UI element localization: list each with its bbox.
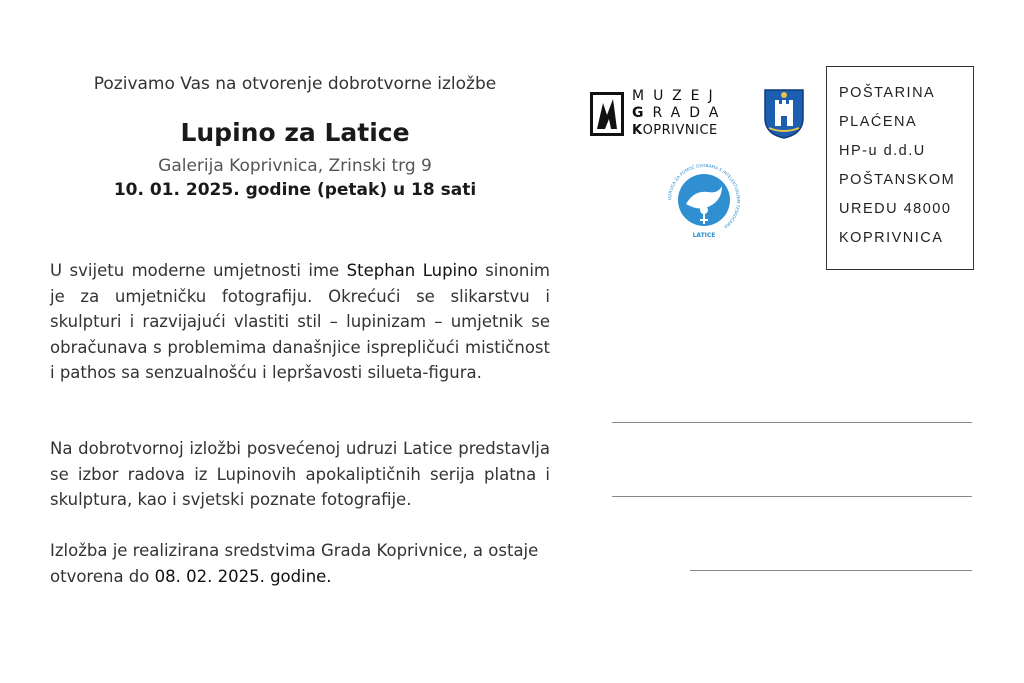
- muzej-logo-mark-icon: [590, 92, 624, 136]
- stamp-line: PLAĆENA: [839, 114, 918, 130]
- opening-date: 10. 01. 2025. godine (petak) u 18 sati: [113, 180, 477, 200]
- latice-logo-icon: [664, 160, 744, 240]
- coat-of-arms-icon: [763, 88, 805, 140]
- paragraph-exhibition: Na dobrotvornoj izložbi posvećenoj udruzi Latice predstavlja se izbor radova iz Lupinovih apokaliptičnih serija platna i skulptura, kao i svjetski poznate fotografije.: [50, 439, 550, 509]
- postage-paid-box: [826, 66, 974, 270]
- muzej-line1: MUZEJ: [632, 88, 722, 104]
- paragraph-closing: [50, 538, 550, 589]
- stamp-line: POŠTARINA: [839, 85, 936, 101]
- artist-name: Stephan Lupino: [346, 261, 478, 280]
- stamp-line: KOPRIVNICA: [839, 230, 944, 246]
- latice-ring-text: UDRUGA ZA POMOĆ OSOBAMA S INTELEKTUALNIM TEŠKOĆAMA: [666, 162, 742, 230]
- stamp-line: POŠTANSKOM: [839, 172, 956, 188]
- latice-name: LATICE: [692, 232, 716, 239]
- muzej-line2: GRADA: [632, 105, 728, 121]
- invitation-intro: Pozivamo Vas na otvorenje dobrotvorne izložbe: [93, 74, 497, 94]
- p1-before: U svijetu moderne umjetnosti ime: [50, 261, 347, 280]
- address-line-1: [612, 422, 972, 423]
- p3-before: Izložba je realizirana sredstvima Grada Koprivnice, a ostaje otvorena do: [50, 541, 539, 586]
- stamp-line: UREDU 48000: [839, 201, 952, 217]
- stamp-line: HP-u d.d.U: [839, 143, 926, 159]
- muzej-logo-text: [632, 88, 727, 139]
- address-line-3: [690, 570, 972, 571]
- venue-address: Galerija Koprivnica, Zrinski trg 9: [158, 156, 432, 176]
- paragraph-artist: [50, 258, 550, 386]
- p1-after: sinonim je za umjetničku fotografiju. Okrećući se slikarstvu i skulpturi i razvijajući vlastiti stil – lupinizam – umjetnik se obračunava s problemima današnjice isprepličući mističnost i pathos sa senzualnošću i lepršavosti silueta-figura.: [50, 261, 550, 382]
- address-line-2: [612, 496, 972, 497]
- closing-date: 08. 02. 2025. godine.: [154, 566, 332, 586]
- muzej-line3: KOPRIVNICE: [632, 123, 718, 138]
- exhibition-title: Lupino za Latice: [180, 118, 410, 147]
